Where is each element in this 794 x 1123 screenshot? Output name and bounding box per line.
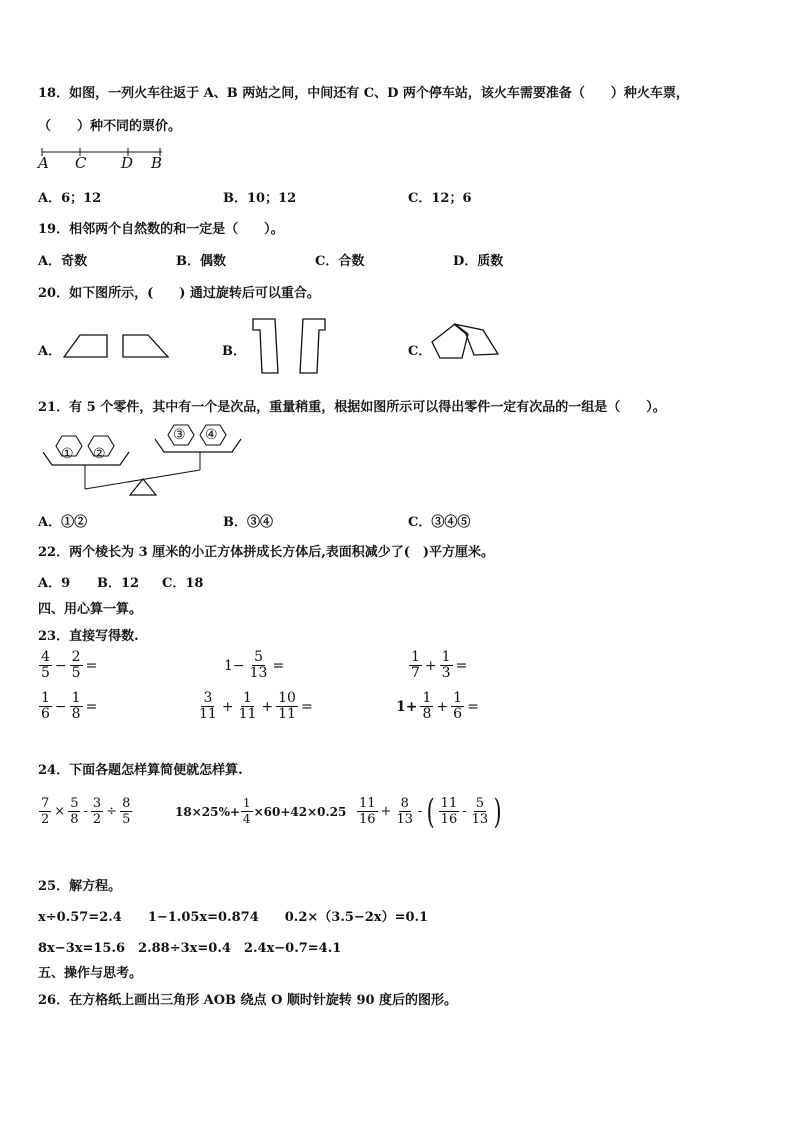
q22-text: 22．两个棱长为 3 厘米的小正方体拼成长方体后,表面积减少了( )平方厘米。 bbox=[38, 545, 495, 560]
q22-option-c: C．18 bbox=[162, 576, 204, 591]
q21-option-a: A．①② bbox=[38, 515, 88, 530]
q23-text: 23．直接写得数. bbox=[38, 629, 139, 644]
q20-pentagons-figure bbox=[430, 318, 510, 363]
station-a: A bbox=[38, 154, 49, 172]
q20-label-a: A． bbox=[38, 344, 62, 359]
q19-option-d: D．质数 bbox=[453, 254, 504, 269]
part-4: ④ bbox=[205, 427, 218, 443]
q23-expr-3: $\frac{1}{7}$ + $\frac{1}{3}$ = bbox=[411, 649, 468, 681]
part-1: ① bbox=[61, 446, 74, 462]
station-b: B bbox=[151, 154, 163, 172]
q24-expr-2: 18×25%+ $\frac{1}{4}$ ×60+42×0.25 bbox=[175, 796, 347, 826]
q19-option-a: A．奇数 bbox=[38, 254, 88, 269]
station-d: D bbox=[121, 154, 134, 172]
station-c: C bbox=[75, 154, 87, 172]
q21-text: 21．有 5 个零件，其中有一个是次品，重量稍重，根据如图所示可以得出零件一定有次品的一组是（ ）。 bbox=[38, 400, 666, 415]
q25-equations-line2: 8x−3x=15.6 2.88÷3x=0.4 2.4x−0.7=4.1 bbox=[38, 941, 342, 956]
section-5-heading: 五、操作与思考。 bbox=[38, 966, 143, 981]
q23-expr-5: $\frac{3}{11}$ + $\frac{1}{11}$ + $\frac{10}{11}$ = bbox=[199, 690, 313, 722]
q18-option-c: C．12；6 bbox=[408, 191, 472, 206]
q18-line2: （ ）种不同的票价。 bbox=[38, 119, 182, 134]
q22-option-b: B．12 bbox=[97, 576, 140, 591]
q24-expr-1: $\frac{7}{2}$ × $\frac{5}{8}$ - $\frac{3}{2}$ ÷ $\frac{8}{5}$ bbox=[41, 796, 131, 827]
q18-line1: 18．如图，一列火车往返于 A、B 两站之间，中间还有 C、D 两个停车站，该火车需要准备（ ）种火车票， bbox=[38, 86, 689, 101]
q20-l-shapes-figure bbox=[245, 316, 335, 376]
q20-label-c: C． bbox=[408, 344, 432, 359]
section-4-heading: 四、用心算一算。 bbox=[38, 602, 143, 617]
q25-text: 25．解方程。 bbox=[38, 879, 122, 894]
balance-scale-figure bbox=[40, 422, 250, 502]
q20-label-b: B． bbox=[222, 344, 246, 359]
part-2: ② bbox=[93, 446, 106, 462]
q18-option-b: B．10；12 bbox=[223, 191, 297, 206]
q26-text: 26．在方格纸上画出三角形 AOB 绕点 O 顺时针旋转 90 度后的图形。 bbox=[38, 993, 458, 1008]
q23-expr-2: 1− $\frac{5}{13}$ = bbox=[224, 649, 285, 681]
q23-expr-4: $\frac{1}{6}$ − $\frac{1}{8}$ = bbox=[41, 690, 98, 722]
q23-expr-6: 1+ $\frac{1}{8}$ + $\frac{1}{6}$ = bbox=[396, 690, 479, 722]
q24-text: 24．下面各题怎样算简便就怎样算. bbox=[38, 763, 243, 778]
q22-option-a: A．9 bbox=[38, 576, 71, 591]
q20-trapezoids-figure bbox=[60, 330, 180, 362]
q23-expr-1: $\frac{4}{5}$ − $\frac{2}{5}$ = bbox=[41, 649, 98, 681]
q21-option-c: C．③④⑤ bbox=[408, 515, 471, 530]
q19-option-b: B．偶数 bbox=[176, 254, 226, 269]
q21-option-b: B．③④ bbox=[223, 515, 274, 530]
q18-option-a: A．6；12 bbox=[38, 191, 102, 206]
q19-option-c: C．合数 bbox=[315, 254, 365, 269]
q25-equations-line1: x÷0.57=2.4 1−1.05x=0.874 0.2×（3.5−2x）=0.1 bbox=[38, 910, 429, 925]
q19-text: 19．相邻两个自然数的和一定是（ ）。 bbox=[38, 222, 284, 237]
part-3: ③ bbox=[173, 427, 186, 443]
q24-expr-3: $\frac{11}{16}$ + $\frac{8}{13}$ - ( $\frac{11}{16}$ - $\frac{5}{13}$ ) bbox=[359, 791, 502, 832]
q20-text: 20．如下图所示，( ) 通过旋转后可以重合。 bbox=[38, 286, 320, 301]
